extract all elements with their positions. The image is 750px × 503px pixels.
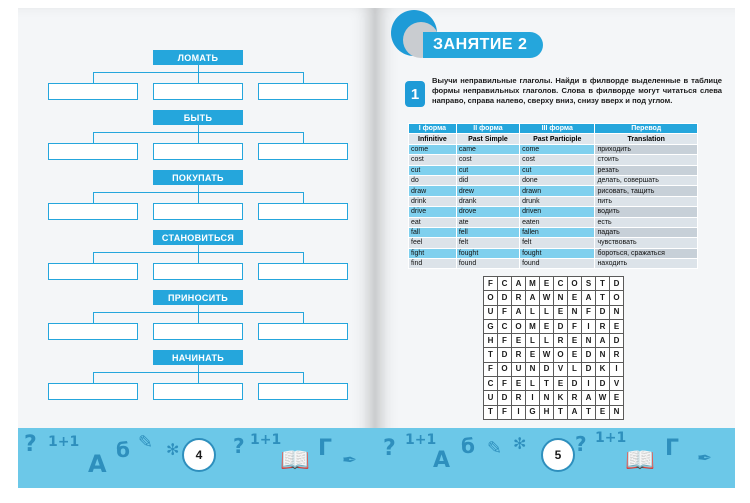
book-icon: 📖 bbox=[625, 446, 655, 474]
grid-cell[interactable]: A bbox=[582, 391, 596, 405]
connector-line bbox=[93, 372, 94, 383]
table-cell: cut bbox=[520, 165, 595, 175]
table-cell: drawn bbox=[520, 186, 595, 196]
grid-cell[interactable]: A bbox=[582, 291, 596, 305]
grid-cell[interactable]: D bbox=[498, 291, 512, 305]
grid-cell[interactable]: N bbox=[582, 334, 596, 348]
table-row bbox=[409, 207, 698, 217]
grid-cell[interactable]: D bbox=[540, 362, 554, 376]
grid-cell[interactable]: T bbox=[596, 291, 610, 305]
verb-tree bbox=[53, 170, 343, 220]
grid-cell[interactable]: N bbox=[568, 305, 582, 319]
grid-cell[interactable]: I bbox=[512, 405, 526, 419]
column-header: Перевод bbox=[595, 124, 698, 134]
grid-row bbox=[484, 391, 624, 405]
grid-cell[interactable]: D bbox=[596, 305, 610, 319]
grid-cell[interactable]: E bbox=[512, 334, 526, 348]
column-header: II форма bbox=[456, 124, 519, 134]
column-subheader: Past Participle bbox=[520, 134, 595, 144]
table-cell: do bbox=[409, 175, 457, 185]
verb-label: ПОКУПАТЬ bbox=[153, 170, 243, 185]
grid-cell[interactable]: T bbox=[484, 405, 498, 419]
grid-cell[interactable]: O bbox=[610, 291, 624, 305]
answer-box-form-2[interactable] bbox=[153, 383, 243, 400]
verb-label: ПРИНОСИТЬ bbox=[153, 290, 243, 305]
verb-label: БЫТЬ bbox=[153, 110, 243, 125]
grid-cell[interactable]: T bbox=[484, 348, 498, 362]
table-cell: come bbox=[520, 144, 595, 154]
page-number-left: 4 bbox=[182, 438, 216, 472]
column-subheader: Infinitive bbox=[409, 134, 457, 144]
grid-cell[interactable]: N bbox=[610, 405, 624, 419]
table-cell: fought bbox=[456, 248, 519, 258]
grid-cell[interactable]: F bbox=[484, 277, 498, 291]
connector-line bbox=[198, 245, 199, 252]
grid-cell[interactable]: D bbox=[596, 377, 610, 391]
grid-cell[interactable]: I bbox=[582, 319, 596, 333]
table-row bbox=[409, 186, 698, 196]
grid-cell[interactable]: H bbox=[484, 334, 498, 348]
letter-b-icon: б bbox=[461, 434, 475, 458]
grid-cell[interactable]: U bbox=[512, 362, 526, 376]
grid-cell[interactable]: G bbox=[484, 319, 498, 333]
connector-line bbox=[303, 372, 304, 383]
table-header-forms bbox=[409, 124, 698, 134]
grid-cell[interactable]: E bbox=[610, 391, 624, 405]
formula-doodle: 1+1 bbox=[595, 430, 627, 446]
table-cell: fight bbox=[409, 248, 457, 258]
column-header: I форма bbox=[409, 124, 457, 134]
table-cell: находить bbox=[595, 259, 698, 269]
grid-cell[interactable]: E bbox=[610, 319, 624, 333]
connector-line bbox=[303, 72, 304, 83]
star-icon: ✻ bbox=[513, 434, 527, 453]
grid-cell[interactable]: G bbox=[526, 405, 540, 419]
grid-cell[interactable]: E bbox=[568, 291, 582, 305]
grid-cell[interactable]: R bbox=[610, 348, 624, 362]
verb-label: СТАНОВИТЬСЯ bbox=[153, 230, 243, 245]
table-cell: ate bbox=[456, 217, 519, 227]
answer-box-form-3[interactable] bbox=[258, 383, 348, 400]
answer-box-form-3[interactable] bbox=[258, 83, 348, 100]
grid-cell[interactable]: L bbox=[526, 377, 540, 391]
grid-cell[interactable]: C bbox=[498, 319, 512, 333]
grid-cell[interactable]: R bbox=[512, 348, 526, 362]
question-mark-icon: ? bbox=[24, 432, 37, 457]
answer-box-form-3[interactable] bbox=[258, 263, 348, 280]
question-mark-icon: ? bbox=[575, 432, 587, 456]
table-cell: drunk bbox=[520, 196, 595, 206]
grid-cell[interactable]: F bbox=[568, 319, 582, 333]
grid-cell[interactable]: T bbox=[582, 405, 596, 419]
grid-cell[interactable]: L bbox=[540, 334, 554, 348]
answer-box-form-1[interactable] bbox=[48, 383, 138, 400]
table-cell: fall bbox=[409, 227, 457, 237]
table-cell: пить bbox=[595, 196, 698, 206]
grid-cell[interactable]: U bbox=[484, 305, 498, 319]
grid-cell[interactable]: A bbox=[512, 277, 526, 291]
table-row bbox=[409, 155, 698, 165]
answer-box-form-2[interactable] bbox=[153, 83, 243, 100]
grid-row bbox=[484, 377, 624, 391]
table-cell: падать bbox=[595, 227, 698, 237]
table-cell: drew bbox=[456, 186, 519, 196]
left-page bbox=[18, 8, 375, 488]
table-cell: done bbox=[520, 175, 595, 185]
grid-cell[interactable]: W bbox=[540, 348, 554, 362]
grid-cell[interactable]: T bbox=[554, 405, 568, 419]
letter-b-icon: б bbox=[116, 438, 130, 462]
table-cell: cost bbox=[409, 155, 457, 165]
answer-box-form-3[interactable] bbox=[258, 143, 348, 160]
table-row bbox=[409, 196, 698, 206]
grid-row bbox=[484, 291, 624, 305]
grid-cell[interactable]: T bbox=[596, 277, 610, 291]
grid-cell[interactable]: N bbox=[596, 348, 610, 362]
book-icon: 📖 bbox=[280, 446, 310, 474]
column-subheader: Translation bbox=[595, 134, 698, 144]
connector-line bbox=[198, 252, 199, 263]
table-cell: рисовать, тащить bbox=[595, 186, 698, 196]
grid-cell[interactable]: D bbox=[582, 348, 596, 362]
connector-line bbox=[93, 252, 94, 263]
task-number-badge: 1 bbox=[405, 81, 425, 107]
table-cell: cut bbox=[409, 165, 457, 175]
table-cell: eaten bbox=[520, 217, 595, 227]
answer-box-form-3[interactable] bbox=[258, 323, 348, 340]
table-cell: come bbox=[409, 144, 457, 154]
grid-row bbox=[484, 334, 624, 348]
grid-cell[interactable]: O bbox=[512, 319, 526, 333]
formula-doodle: 1+1 bbox=[405, 432, 437, 448]
connector-line bbox=[93, 312, 94, 323]
table-cell: делать, совершать bbox=[595, 175, 698, 185]
grid-cell[interactable]: C bbox=[484, 377, 498, 391]
table-row bbox=[409, 144, 698, 154]
grid-cell[interactable]: L bbox=[568, 362, 582, 376]
grid-row bbox=[484, 319, 624, 333]
grid-cell[interactable]: O bbox=[484, 291, 498, 305]
verb-tree bbox=[53, 350, 343, 400]
table-cell: drank bbox=[456, 196, 519, 206]
grid-cell[interactable]: V bbox=[610, 377, 624, 391]
lesson-title: ЗАНЯТИЕ 2 bbox=[423, 32, 543, 58]
grid-cell[interactable]: F bbox=[582, 305, 596, 319]
quill-icon: ✒ bbox=[342, 450, 358, 471]
table-cell: found bbox=[520, 259, 595, 269]
grid-cell[interactable]: R bbox=[596, 319, 610, 333]
answer-box-form-1[interactable] bbox=[48, 263, 138, 280]
connector-line bbox=[198, 132, 199, 143]
connector-line bbox=[198, 365, 199, 372]
grid-cell[interactable]: I bbox=[610, 362, 624, 376]
grid-row bbox=[484, 405, 624, 419]
table-row bbox=[409, 217, 698, 227]
grid-cell[interactable]: R bbox=[512, 291, 526, 305]
grid-cell[interactable]: D bbox=[498, 391, 512, 405]
answer-box-form-2[interactable] bbox=[153, 143, 243, 160]
grid-cell[interactable]: A bbox=[526, 291, 540, 305]
grid-cell[interactable]: F bbox=[498, 405, 512, 419]
table-cell: резать bbox=[595, 165, 698, 175]
grid-cell[interactable]: L bbox=[526, 305, 540, 319]
table-cell: cut bbox=[456, 165, 519, 175]
connector-line bbox=[93, 192, 94, 203]
formula-doodle: 1+1 bbox=[250, 432, 282, 448]
letter-a-icon: A bbox=[88, 450, 107, 478]
column-header: III форма bbox=[520, 124, 595, 134]
table-cell: бороться, сражаться bbox=[595, 248, 698, 258]
grid-cell[interactable]: L bbox=[540, 305, 554, 319]
grid-cell[interactable]: W bbox=[596, 391, 610, 405]
task-instruction: Выучи неправильные глаголы. Найди в филворде выделенные в таблице формы неправильных глаголов. Слова в филворде могут читаться слева направо, справа налево, сверху вниз, снизу вверх и под углом. bbox=[432, 76, 722, 105]
table-cell: found bbox=[456, 259, 519, 269]
connector-line bbox=[198, 65, 199, 72]
grid-cell[interactable]: H bbox=[540, 405, 554, 419]
grid-cell[interactable]: R bbox=[512, 391, 526, 405]
verb-label: ЛОМАТЬ bbox=[153, 50, 243, 65]
verb-tree bbox=[53, 110, 343, 160]
grid-cell[interactable]: O bbox=[498, 362, 512, 376]
table-cell: driven bbox=[520, 207, 595, 217]
table-cell: felt bbox=[456, 238, 519, 248]
answer-box-form-1[interactable] bbox=[48, 203, 138, 220]
table-cell: did bbox=[456, 175, 519, 185]
grid-cell[interactable]: N bbox=[526, 362, 540, 376]
grid-cell[interactable]: C bbox=[554, 277, 568, 291]
grid-cell[interactable]: R bbox=[554, 334, 568, 348]
grid-cell[interactable]: E bbox=[540, 319, 554, 333]
page-number-right: 5 bbox=[541, 438, 575, 472]
formula-doodle: 1+1 bbox=[48, 434, 80, 450]
table-cell: draw bbox=[409, 186, 457, 196]
grid-cell[interactable]: C bbox=[498, 277, 512, 291]
right-page bbox=[375, 8, 735, 488]
verb-tree bbox=[53, 230, 343, 280]
grid-cell[interactable]: N bbox=[610, 305, 624, 319]
grid-cell[interactable]: O bbox=[568, 277, 582, 291]
connector-line bbox=[303, 192, 304, 203]
grid-cell[interactable]: N bbox=[540, 391, 554, 405]
table-cell: fell bbox=[456, 227, 519, 237]
letter-a-icon: A bbox=[433, 448, 451, 473]
table-cell: feel bbox=[409, 238, 457, 248]
grid-cell[interactable]: D bbox=[610, 334, 624, 348]
verb-tree bbox=[53, 50, 343, 100]
table-cell: find bbox=[409, 259, 457, 269]
letter-g-icon: Г bbox=[318, 436, 333, 461]
connector-line bbox=[198, 125, 199, 132]
answer-box-form-1[interactable] bbox=[48, 143, 138, 160]
grid-cell[interactable]: L bbox=[526, 334, 540, 348]
answer-box-form-3[interactable] bbox=[258, 203, 348, 220]
table-cell: приходить bbox=[595, 144, 698, 154]
table-cell: cost bbox=[456, 155, 519, 165]
connector-line bbox=[93, 72, 94, 83]
grid-cell[interactable]: K bbox=[596, 362, 610, 376]
table-cell: eat bbox=[409, 217, 457, 227]
pencil-icon: ✎ bbox=[138, 432, 154, 453]
grid-cell[interactable]: I bbox=[582, 377, 596, 391]
table-row bbox=[409, 175, 698, 185]
table-row bbox=[409, 259, 698, 269]
grid-cell[interactable]: F bbox=[498, 377, 512, 391]
table-cell: cost bbox=[520, 155, 595, 165]
grid-cell[interactable]: F bbox=[498, 305, 512, 319]
table-cell: чувствовать bbox=[595, 238, 698, 248]
grid-cell[interactable]: K bbox=[554, 391, 568, 405]
verb-label: НАЧИНАТЬ bbox=[153, 350, 243, 365]
grid-cell[interactable]: A bbox=[568, 405, 582, 419]
table-cell: fought bbox=[520, 248, 595, 258]
table-header-names bbox=[409, 134, 698, 144]
grid-cell[interactable]: T bbox=[540, 377, 554, 391]
table-cell: drive bbox=[409, 207, 457, 217]
question-mark-icon: ? bbox=[383, 436, 396, 461]
grid-row bbox=[484, 277, 624, 291]
table-row bbox=[409, 165, 698, 175]
grid-cell[interactable]: F bbox=[498, 334, 512, 348]
connector-line bbox=[303, 252, 304, 263]
grid-cell[interactable]: D bbox=[582, 362, 596, 376]
quill-icon: ✒ bbox=[697, 448, 713, 469]
table-cell: стоить bbox=[595, 155, 698, 165]
pencil-icon: ✎ bbox=[487, 438, 503, 459]
answer-box-form-2[interactable] bbox=[153, 323, 243, 340]
grid-cell[interactable]: F bbox=[484, 362, 498, 376]
connector-line bbox=[198, 72, 199, 83]
column-subheader: Past Simple bbox=[456, 134, 519, 144]
answer-box-form-2[interactable] bbox=[153, 263, 243, 280]
grid-cell[interactable]: E bbox=[554, 377, 568, 391]
table-cell: водить bbox=[595, 207, 698, 217]
connector-line bbox=[198, 312, 199, 323]
table-cell: drink bbox=[409, 196, 457, 206]
grid-cell[interactable]: U bbox=[484, 391, 498, 405]
grid-cell[interactable]: D bbox=[498, 348, 512, 362]
grid-row bbox=[484, 362, 624, 376]
table-cell: came bbox=[456, 144, 519, 154]
connector-line bbox=[198, 192, 199, 203]
grid-cell[interactable]: R bbox=[568, 391, 582, 405]
grid-row bbox=[484, 348, 624, 362]
grid-cell[interactable]: M bbox=[526, 277, 540, 291]
grid-cell[interactable]: D bbox=[568, 377, 582, 391]
letter-g-icon: Г bbox=[665, 436, 680, 461]
connector-line bbox=[198, 185, 199, 192]
connector-line bbox=[93, 132, 94, 143]
connector-line bbox=[303, 312, 304, 323]
answer-box-form-2[interactable] bbox=[153, 203, 243, 220]
grid-cell[interactable]: O bbox=[554, 348, 568, 362]
grid-cell[interactable]: D bbox=[610, 277, 624, 291]
connector-line bbox=[303, 132, 304, 143]
grid-row bbox=[484, 305, 624, 319]
star-icon: ✻ bbox=[166, 440, 180, 459]
table-row bbox=[409, 248, 698, 258]
grid-cell[interactable]: W bbox=[540, 291, 554, 305]
grid-cell[interactable]: E bbox=[568, 348, 582, 362]
verb-tree bbox=[53, 290, 343, 340]
answer-box-form-1[interactable] bbox=[48, 83, 138, 100]
table-row bbox=[409, 227, 698, 237]
grid-cell[interactable]: E bbox=[526, 348, 540, 362]
grid-cell[interactable]: E bbox=[568, 334, 582, 348]
grid-cell[interactable]: M bbox=[526, 319, 540, 333]
grid-cell[interactable]: E bbox=[596, 405, 610, 419]
table-cell: drove bbox=[456, 207, 519, 217]
grid-cell[interactable]: A bbox=[512, 305, 526, 319]
grid-cell[interactable]: V bbox=[554, 362, 568, 376]
grid-cell[interactable]: E bbox=[540, 277, 554, 291]
irregular-verbs-table bbox=[408, 123, 698, 269]
table-cell: есть bbox=[595, 217, 698, 227]
grid-cell[interactable]: N bbox=[554, 291, 568, 305]
table-cell: fallen bbox=[520, 227, 595, 237]
table-row bbox=[409, 238, 698, 248]
grid-cell[interactable]: S bbox=[582, 277, 596, 291]
connector-line bbox=[198, 372, 199, 383]
answer-box-form-1[interactable] bbox=[48, 323, 138, 340]
grid-cell[interactable]: I bbox=[526, 391, 540, 405]
connector-line bbox=[198, 305, 199, 312]
table-cell: felt bbox=[520, 238, 595, 248]
grid-cell[interactable]: E bbox=[554, 305, 568, 319]
wordsearch-grid bbox=[483, 276, 624, 420]
grid-cell[interactable]: D bbox=[554, 319, 568, 333]
question-mark-icon: ? bbox=[233, 434, 245, 458]
grid-cell[interactable]: A bbox=[596, 334, 610, 348]
grid-cell[interactable]: E bbox=[512, 377, 526, 391]
